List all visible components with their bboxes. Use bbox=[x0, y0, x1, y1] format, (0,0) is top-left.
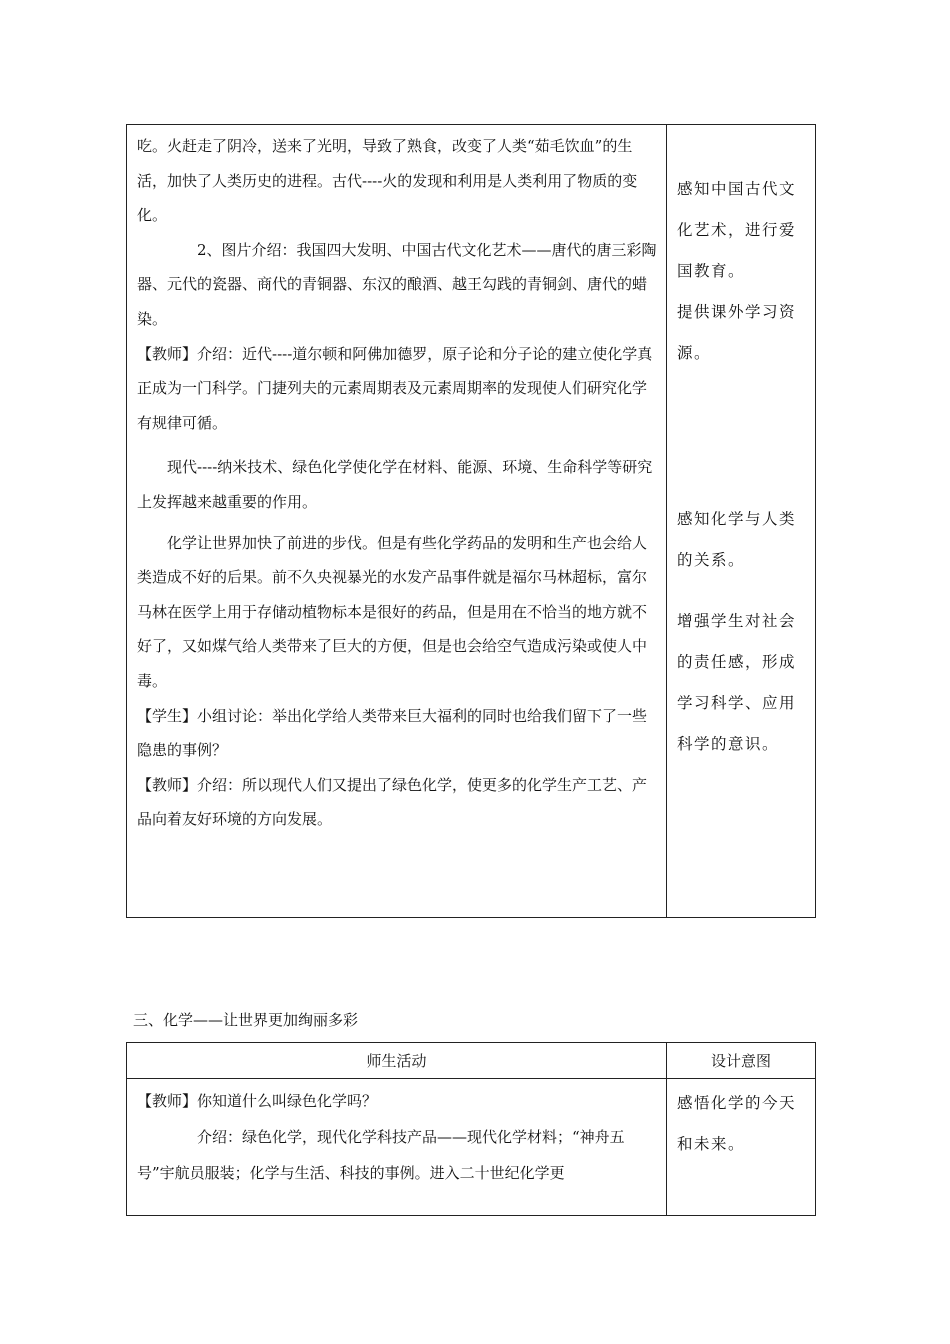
design-note-ancient-art: 感知中国古代文化艺术，进行爱国教育。 bbox=[677, 180, 797, 280]
paragraph-green-chemistry-intro: 介绍：绿色化学，现代化学科技产品——现代化学材料；“神舟五号”宇航员服装；化学与生活、科技的事例。进入二十世纪化学更 bbox=[137, 1128, 625, 1182]
teacher-student-activity-cell bbox=[127, 1079, 667, 1216]
paragraph-teacher-modern-era: 【教师】介绍：近代----道尔顿和阿佛加德罗，原子论和分子论的建立使化学真正成为一门科学。门捷列夫的元素周期表及元素周期率的发现使人们研究化学有规律可循。 bbox=[137, 344, 653, 432]
design-note-social-responsibility: 增强学生对社会的责任感，形成学习科学、应用科学的意识。 bbox=[677, 612, 797, 753]
paragraph-chemistry-consequences: 化学让世界加快了前进的步伐。但是有些化学药品的发明和生产也会给人类造成不好的后果。前不久央视暴光的水发产品事件就是福尔马林超标，富尔马林在医学上用于存储动植物标本是很好的药品，但是用在不恰当的地方就不好了，又如煤气给人类带来了巨大的方便，但是也会给空气造成污染或使人中毒。 bbox=[137, 533, 648, 690]
header-design-intent: 设计意图 bbox=[667, 1043, 816, 1079]
lesson-table-continued bbox=[126, 124, 816, 918]
header-activity: 师生活动 bbox=[127, 1043, 667, 1079]
paragraph-student-discussion: 【学生】小组讨论：举出化学给人类带来巨大福利的同时也给我们留下了一些隐患的事例？ bbox=[137, 706, 648, 760]
design-intent-cell bbox=[667, 125, 816, 918]
design-note-future: 感悟化学的今天和未来。 bbox=[677, 1094, 797, 1153]
teacher-student-activity-cell bbox=[127, 125, 667, 918]
design-intent-cell bbox=[667, 1079, 816, 1216]
paragraph-picture-intro: 2、图片介绍：我国四大发明、中国古代文化艺术——唐代的唐三彩陶器、元代的瓷器、商代的青铜器、东汉的酿酒、越王勾践的青铜剑、唐代的蜡染。 bbox=[137, 240, 657, 328]
paragraph-teacher-green-chemistry: 【教师】介绍：所以现代人们又提出了绿色化学，使更多的化学生产工艺、产品向着友好环境的方向发展。 bbox=[137, 775, 648, 829]
paragraph-green-chemistry-question: 【教师】你知道什么叫绿色化学吗？ bbox=[137, 1092, 378, 1110]
design-note-human-relation: 感知化学与人类的关系。 bbox=[677, 510, 797, 569]
section-heading: 三、化学——让世界更加绚丽多彩 bbox=[133, 1011, 359, 1029]
paragraph-fire-history: 吃。火赶走了阴冷，送来了光明，导致了熟食，改变了人类“茹毛饮血”的生活，加快了人类历史的进程。古代----火的发现和利用是人类利用了物质的变化。 bbox=[137, 137, 638, 225]
paragraph-contemporary: 现代----纳米技术、绿色化学使化学在材料、能源、环境、生命科学等研究上发挥越来越重要的作用。 bbox=[137, 458, 653, 511]
lesson-table-section-three bbox=[126, 1042, 816, 1216]
design-note-extra-resources: 提供课外学习资源。 bbox=[677, 303, 797, 362]
